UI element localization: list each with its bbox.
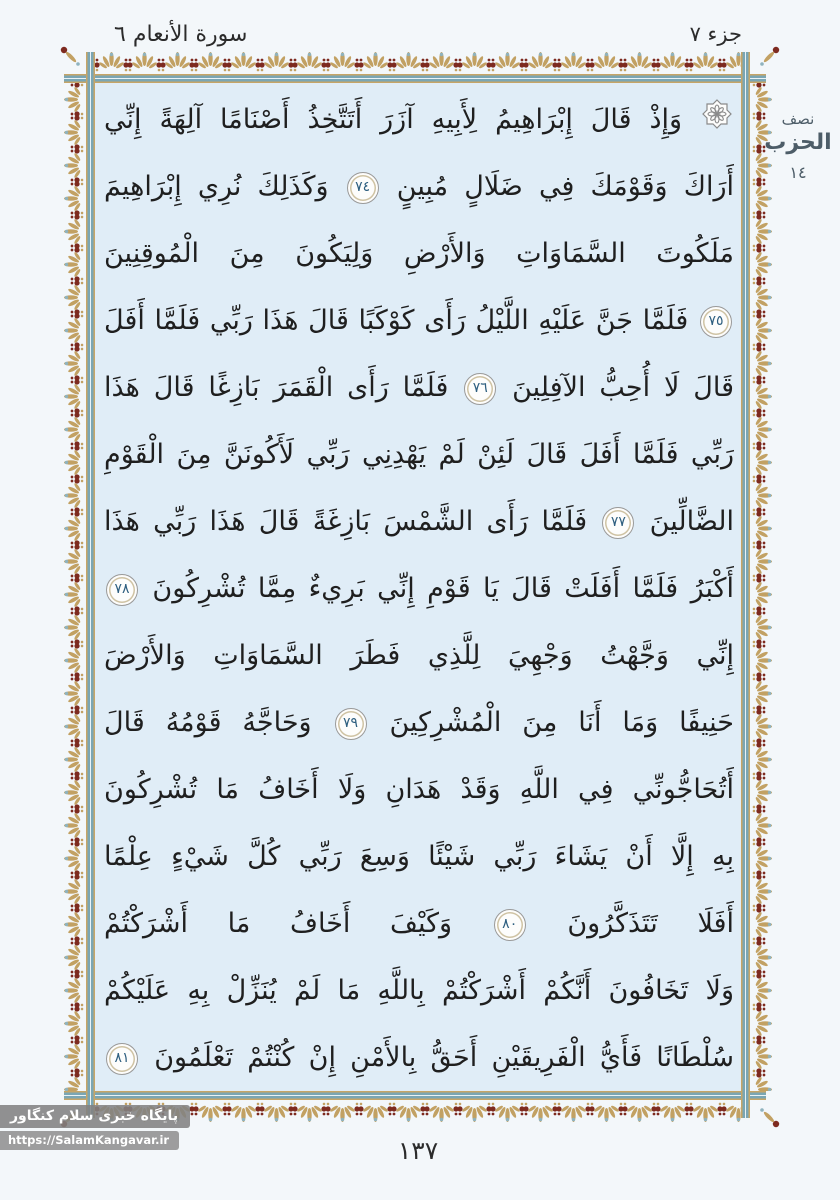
- watermark-title: پایگاه خبری سلام کنگاور: [0, 1105, 190, 1128]
- page-number: ١٣٧: [397, 1136, 439, 1165]
- ayah-number-marker: ٧٥: [700, 306, 732, 338]
- ayah-number-marker: ٧٩: [335, 708, 367, 740]
- quran-line: وَلَا تَخَافُونَ أَنَّكُمْ أَشْرَكْتُمْ بِاللَّهِ مَا لَمْ يُنَزِّلْ بِهِ عَلَيْكُمْ: [104, 975, 734, 1006]
- quran-line: أَكْبَرُ فَلَمَّا أَفَلَتْ قَالَ يَا قَوْمِ إِنِّي بَرِيءٌ مِمَّا تُشْرِكُونَ ٧٨: [104, 555, 734, 622]
- ayah-number-marker: ٧٤: [347, 172, 379, 204]
- frame-ornament-bottom: [95, 1100, 741, 1124]
- frame-border-left: [86, 52, 95, 1118]
- quran-line: قَالَ لَا أُحِبُّ الآفِلِينَ ٧٦ فَلَمَّا رَأَى الْقَمَرَ بَازِغًا قَالَ هَذَا: [104, 372, 734, 403]
- quran-line: أَفَلَا تَتَذَكَّرُونَ ٨٠ وَكَيْفَ أَخَافُ مَا أَشْرَكْتُمْ: [104, 908, 734, 939]
- frame-corner-ornament: [756, 42, 784, 70]
- quran-line: مَلَكُوتَ السَّمَاوَاتِ وَالأَرْضِ وَلِيَكُونَ مِنَ الْمُوقِنِينَ: [104, 238, 734, 269]
- quran-line: بِهِ إِلَّا أَنْ يَشَاءَ رَبِّي شَيْئًا وَسِعَ رَبِّي كُلَّ شَيْءٍ عِلْمًا: [104, 841, 734, 872]
- quran-line: رَبِّي فَلَمَّا أَفَلَ قَالَ لَئِنْ لَمْ يَهْدِنِي رَبِّي لَأَكُونَنَّ مِنَ الْقَوْمِ: [104, 439, 734, 470]
- quran-line: ٧٥ فَلَمَّا جَنَّ عَلَيْهِ اللَّيْلُ رَأَى كَوْكَبًا قَالَ هَذَا رَبِّي فَلَمَّا أَفَلَ: [104, 287, 734, 354]
- juz-label: جزء ٧: [689, 22, 742, 46]
- ayah-number-marker: ٧٧: [602, 507, 634, 539]
- ayah-number-marker: ٨٠: [494, 909, 526, 941]
- frame-corner-ornament: [56, 42, 84, 70]
- frame-ornament-left: [62, 83, 86, 1091]
- quran-line: سُلْطَانًا فَأَيُّ الْفَرِيقَيْنِ أَحَقُّ بِالأَمْنِ إِنْ كُنْتُمْ تَعْلَمُونَ ٨١: [104, 1024, 734, 1091]
- ayah-number-marker: ٨١: [106, 1043, 138, 1075]
- quran-line: وَإِذْ قَالَ إِبْرَاهِيمُ لِأَبِيهِ آزَرَ أَتَتَّخِذُ أَصْنَامًا آلِهَةً إِنِّي: [104, 86, 734, 153]
- ayah-number-marker: ٧٦: [464, 373, 496, 405]
- frame-corner-ornament: [756, 1104, 784, 1132]
- rub-el-hizb-icon: [702, 87, 732, 153]
- surah-title: سورة الأنعام ٦: [114, 22, 248, 47]
- frame-border-top: [64, 74, 766, 83]
- watermark-url: https://SalamKangavar.ir: [0, 1131, 179, 1150]
- quran-line: أَرَاكَ وَقَوْمَكَ فِي ضَلَالٍ مُبِينٍ ٧٤ وَكَذَلِكَ نُرِي إِبْرَاهِيمَ: [104, 171, 734, 202]
- ayah-number-marker: ٧٨: [106, 574, 138, 606]
- quran-line: حَنِيفًا وَمَا أَنَا مِنَ الْمُشْرِكِينَ ٧٩ وَحَاجَّهُ قَوْمُهُ قَالَ: [104, 707, 734, 738]
- hizb-marker-word-nisf: نصف: [781, 110, 815, 128]
- quran-line: إِنِّي وَجَّهْتُ وَجْهِيَ لِلَّذِي فَطَرَ السَّمَاوَاتِ وَالأَرْضَ: [104, 640, 734, 671]
- hizb-marker: [758, 110, 838, 182]
- quran-line: الضَّالِّينَ ٧٧ فَلَمَّا رَأَى الشَّمْسَ بَازِغَةً قَالَ هَذَا رَبِّي هَذَا: [104, 506, 734, 537]
- quran-lines: [104, 86, 734, 1091]
- frame-border-bottom: [64, 1091, 766, 1100]
- quran-line: أَتُحَاجُّونِّي فِي اللَّهِ وَقَدْ هَدَانِ وَلَا أَخَافُ مَا تُشْرِكُونَ: [104, 774, 734, 805]
- frame-ornament-top: [95, 50, 741, 74]
- hizb-marker-word-hizb: الحزب: [764, 130, 832, 155]
- frame-border-right: [741, 52, 750, 1118]
- frame-ornament-right: [750, 83, 774, 1091]
- hizb-marker-number: ١٤: [789, 163, 807, 182]
